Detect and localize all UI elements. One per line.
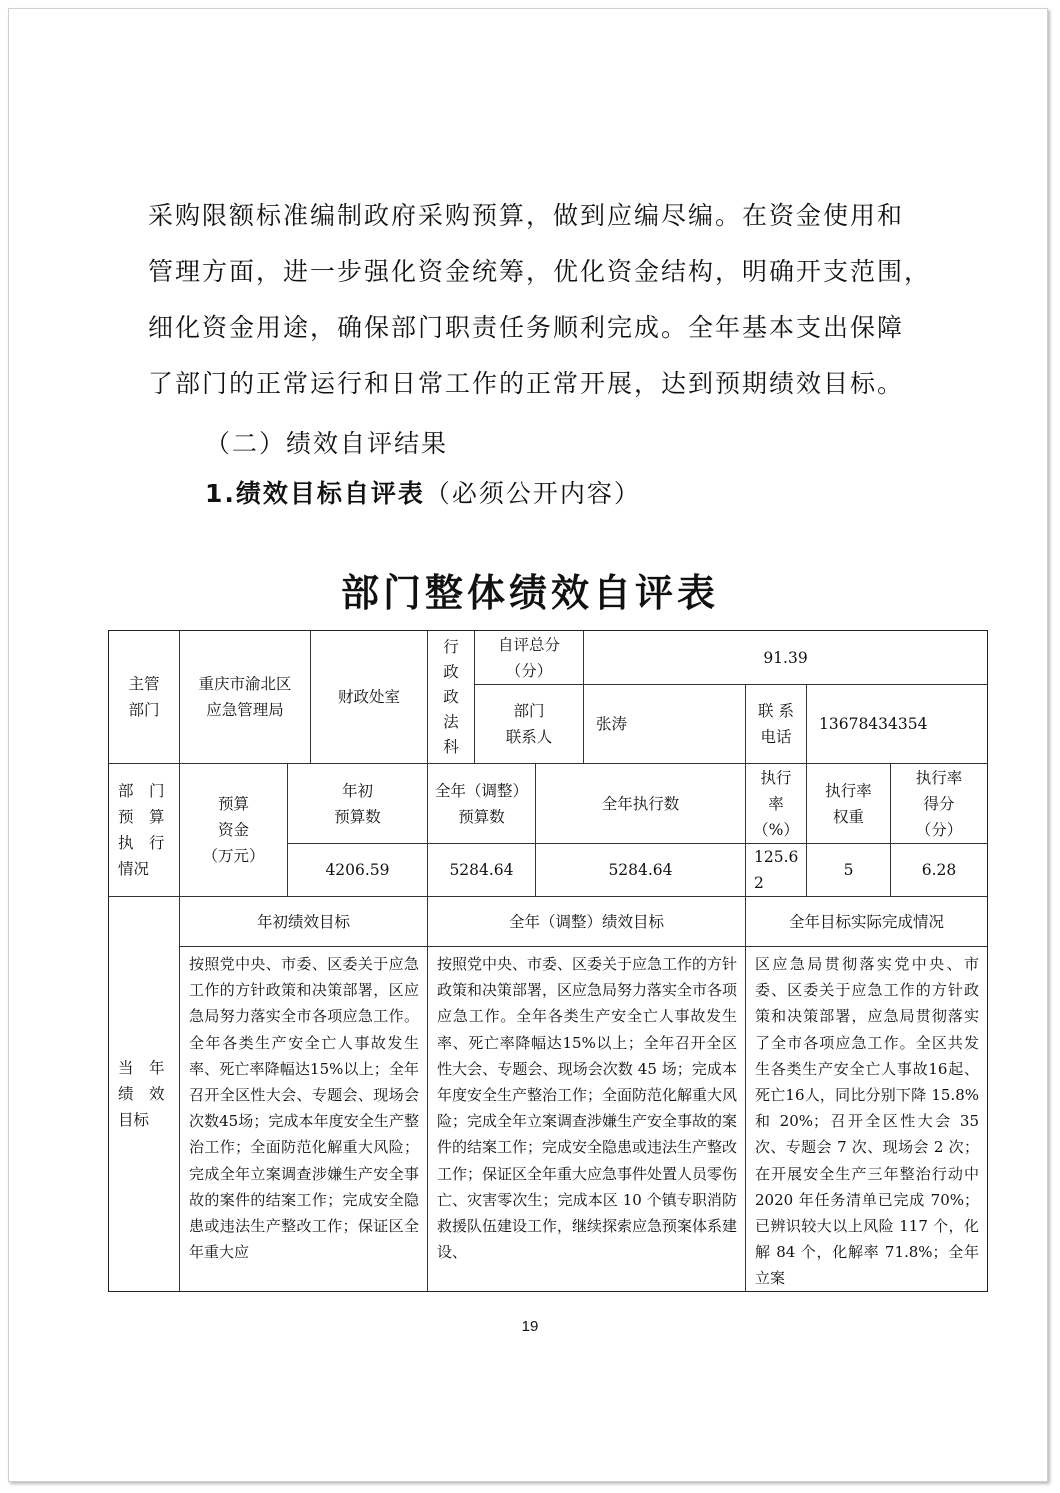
division-label: 行 政 政 法 科 [428, 631, 475, 764]
budget-section-label: 部 门 预 算 执 行 情况 [109, 764, 180, 897]
actual-goals-text: 区应急局贯彻落实党中央、市委、区委关于应急工作的方针政策和决策部署，应急局贯彻落实了全市各项应急工作。全区共发生各类生产安全亡人事故16起、死亡16人，同比分别下降 15.8%和 20%；召开全区性大会 35 次、专题会 7 次、现场会 2 次；在开展安全生产三年整治行动中 2020 年任务清单已完成 70%；已辨识较大以上风险 117 个，化解 84 个，化解率 71.8%；全年立案 [755, 955, 979, 1288]
intro-line: 了部门的正常运行和日常工作的正常开展，达到预期绩效目标。 [148, 369, 905, 398]
fund-label: 预算 资金 （万元） [180, 764, 288, 897]
initial-goals-text: 按照党中央、市委、区委关于应急工作的方针政策和决策部署，区应急局努力落实全市各项应急工作。全年各类生产安全亡人事故发生率、死亡率降幅达15%以上；全年召开全区性大会、专题会、现场会次数45场；完成本年度安全生产整治工作；全面防范化解重大风险；完成全年立案调查涉嫌生产安全事故的案件的结案工作；完成安全隐患或违法生产整改工作；保证区全年重大应 [180, 947, 428, 1291]
intro-line: 管理方面，进一步强化资金统筹，优化资金结构，明确开支范围， [148, 257, 932, 286]
table-title: 部门整体绩效自评表 [340, 570, 719, 615]
weight-value: 5 [807, 844, 891, 897]
sub-heading-number: 1. [205, 479, 236, 508]
initial-budget-header: 年初 预算数 [288, 764, 428, 844]
goals-section-label: 当 年 绩 效 目标 [109, 897, 180, 1291]
adjusted-budget-header: 全年（调整） 预算数 [428, 764, 536, 844]
contact-label: 部门 联系人 [475, 685, 584, 764]
initial-budget-value: 4206.59 [288, 844, 428, 897]
adjusted-goals-header: 全年（调整）绩效目标 [428, 897, 746, 947]
executed-value: 5284.64 [536, 844, 746, 897]
executed-header: 全年执行数 [536, 764, 746, 844]
sub-heading-title: 绩效目标自评表 [235, 479, 425, 508]
contact-value: 张涛 [584, 685, 746, 764]
sub-heading-note: （必须公开内容） [424, 479, 641, 508]
rate-score-value: 6.28 [891, 844, 987, 897]
self-evaluation-table [108, 630, 988, 1292]
initial-goals-header: 年初绩效目标 [180, 897, 428, 947]
section-heading: （二）绩效自评结果 [205, 429, 449, 458]
score-label: 自评总分 （分） [475, 631, 584, 685]
intro-line: 采购限额标准编制政府采购预算，做到应编尽编。在资金使用和 [148, 201, 905, 230]
intro-paragraph [148, 188, 938, 412]
score-value: 91.39 [584, 631, 987, 685]
adjusted-budget-value: 5284.64 [428, 844, 536, 897]
dept-label: 主管 部门 [109, 631, 180, 764]
weight-header: 执行率 权重 [807, 764, 891, 844]
intro-line: 细化资金用途，确保部门职责任务顺利完成。全年基本支出保障 [148, 313, 905, 342]
office-label: 财政处室 [311, 631, 428, 764]
page-number: 19 [521, 1318, 539, 1335]
rate-header: 执行 率 （%） [746, 764, 807, 844]
phone-value: 13678434354 [807, 685, 987, 764]
rate-score-header: 执行率 得分 （分） [891, 764, 987, 844]
actual-goals-header: 全年目标实际完成情况 [746, 897, 987, 947]
dept-value: 重庆市渝北区 应急管理局 [180, 631, 311, 764]
sub-heading [205, 474, 641, 510]
adjusted-goals-text: 按照党中央、市委、区委关于应急工作的方针政策和决策部署，区应急局努力落实全市各项应急工作。全年各类生产安全亡人事故发生率、死亡率降幅达15%以上；全年召开全区性大会、专题会、现场会次数 45 场；完成本年度安全生产整治工作；全面防范化解重大风险；完成全年立案调查涉嫌生产安全事故的案件的结案工作；完成安全隐患或违法生产整改工作；保证区全年重大应急事件处置人员零伤亡、灾害零次生；完成本区 10 个镇专职消防救援队伍建设工作，继续探索应急预案体系建设、 [428, 947, 746, 1291]
phone-label: 联 系 电话 [746, 685, 807, 764]
rate-value: 125.6 2 [746, 844, 807, 897]
